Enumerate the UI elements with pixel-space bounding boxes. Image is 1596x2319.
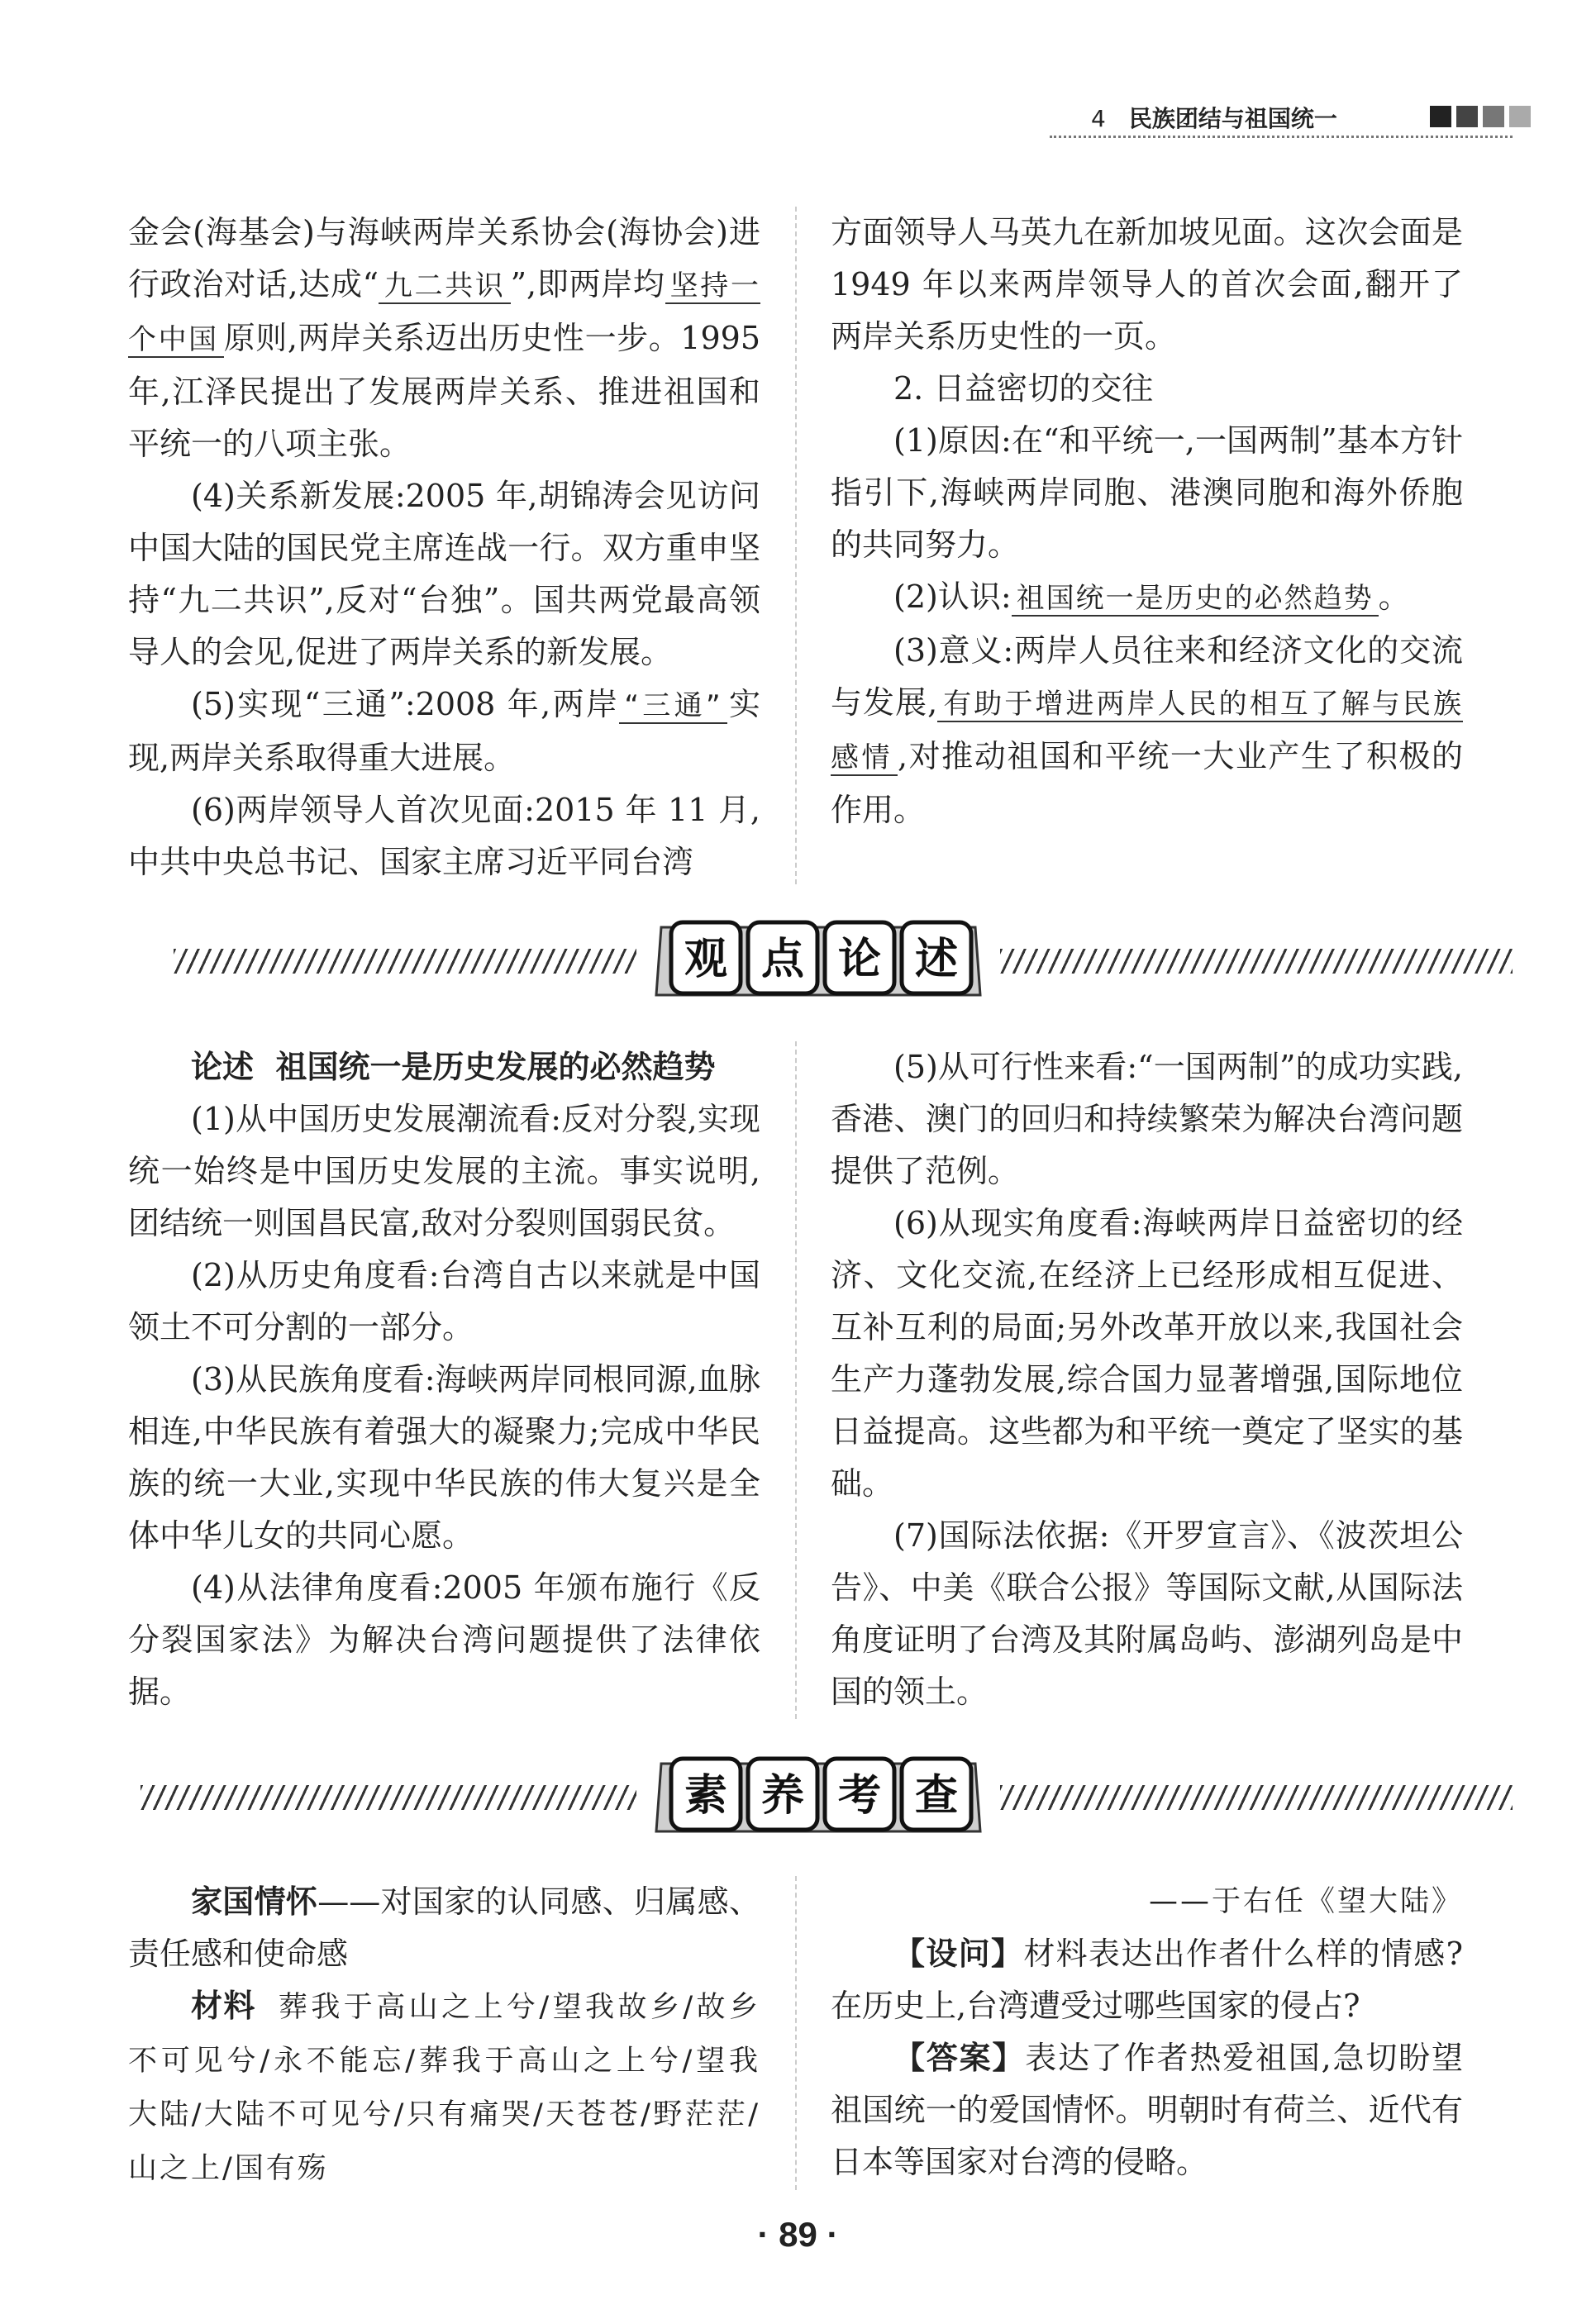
section-banner-viewpoint <box>124 916 1513 1007</box>
answer-blank: 九二共识 <box>379 269 511 304</box>
header-dotted-rule <box>1050 136 1513 138</box>
hatch-decoration <box>174 949 636 974</box>
paragraph: (1)从中国历史发展潮流看:反对分裂,实现统一始终是中国历史发展的主流。事实说明,团结统一则国昌民富,敌对分裂则国弱民贫。 <box>128 1101 760 1241</box>
answer-label: 【答案】 <box>893 2040 1026 2076</box>
chapter-title: 民族团结与祖国统一 <box>1128 105 1337 132</box>
hatch-decoration <box>1000 949 1513 974</box>
column-divider <box>795 207 797 884</box>
paragraph: (2)认识: 祖国统一是历史的必然趋势 。 <box>893 579 1410 615</box>
subheading: 2. 日益密切的交往 <box>893 370 1154 407</box>
answer: 【答案】表达了作者热爱祖国,急切盼望祖国统一的爱国情怀。明朝时有荷兰、近代有日本等国家对台湾的侵略。 <box>831 2040 1463 2180</box>
page-number: · 89 · <box>757 2215 839 2254</box>
poem-source: ——于右任《望大陆》 <box>1148 1885 1463 1918</box>
paragraph: (5)实现“三通”:2008 年,两岸 “三通” 实现,两岸关系取得重大进展。 <box>128 686 760 776</box>
paragraph: (3)意义:两岸人员往来和经济文化的交流与发展, 有助于增进两岸人民的相互了解与民族感情 ,对推动祖国和平统一大业产生了积极的作用。 <box>831 632 1463 828</box>
hatch-decoration <box>141 1785 636 1810</box>
column-divider <box>795 1876 797 2190</box>
chapter-number: 4 <box>1091 105 1106 132</box>
banner-char: 查 <box>914 1771 959 1821</box>
chapter-heading <box>1091 101 1337 134</box>
heading-label: 论述 <box>191 1049 255 1085</box>
section-title-badge <box>651 916 985 1007</box>
header-square-icon <box>1509 106 1531 127</box>
mid-right-column <box>831 1041 1463 1718</box>
hatch-decoration <box>1000 1785 1513 1810</box>
question-label: 【设问】 <box>893 1936 1024 1972</box>
top-right-column <box>831 207 1463 836</box>
paragraph: (4)从法律角度看:2005 年颁布施行《反分裂国家法》为解决台湾问题提供了法律依据。 <box>128 1569 760 1710</box>
heading-text: 祖国统一是历史发展的必然趋势 <box>275 1049 716 1085</box>
bottom-right-column <box>831 1876 1463 2188</box>
heading-text: ——对国家的认同感、归属感、责任感和使命感 <box>128 1883 760 1972</box>
paragraph: (2)从历史角度看:台湾自古以来就是中国领土不可分割的一部分。 <box>128 1257 760 1345</box>
banner-char: 观 <box>684 935 728 984</box>
answer-blank: “三通” <box>619 689 727 724</box>
paragraph: 金会(海基会)与海峡两岸关系协会(海协会)进行政治对话,达成“ 九二共识 ”,即两岸均 坚持一个中国 原则,两岸关系迈出历史性一步。1995 年,江泽民提出了发展两岸关系、推进祖国和平统一的八项主张。 <box>128 214 761 462</box>
banner-char: 点 <box>760 935 805 984</box>
heading-label: 家国情怀 <box>191 1883 318 1920</box>
page-header <box>909 98 1537 147</box>
paragraph: (3)从民族角度看:海峡两岸同根同源,血脉相连,中华民族有着强大的凝聚力;完成中华民族的统一大业,实现中华民族的伟大复兴是全体中华儿女的共同心愿。 <box>128 1361 760 1554</box>
header-square-icon <box>1430 106 1451 127</box>
paragraph: (6)从现实角度看:海峡两岸日益密切的经济、文化交流,在经济上已经形成相互促进、互补互利的局面;另外改革开放以来,我国社会生产力蓬勃发展,综合国力显著增强,国际地位日益提高。这些都为和平统一奠定了坚实的基础。 <box>831 1205 1463 1502</box>
question: 【设问】材料表达出作者什么样的情感?在历史上,台湾遭受过哪些国家的侵占? <box>831 1936 1463 2024</box>
banner-char: 论 <box>837 935 882 984</box>
paragraph: (1)原因:在“和平统一,一国两制”基本方针指引下,海峡两岸同胞、港澳同胞和海外侨胞的共同努力。 <box>831 422 1463 563</box>
paragraph: (7)国际法依据:《开罗宣言》、《波茨坦公告》、中美《联合公报》等国际文献,从国际法角度证明了台湾及其附属岛屿、澎湖列岛是中国的领土。 <box>831 1517 1463 1710</box>
answer-blank: 祖国统一是历史的必然趋势 <box>1012 582 1379 617</box>
poem-text: 葬我于高山之上兮/望我故乡/故乡不可见兮/永不能忘/葬我于高山之上兮/望我大陆/大陆不可见兮/只有痛哭/天苍苍/野茫茫/山之上/国有殇 <box>128 1991 760 2185</box>
top-left-column <box>128 207 760 888</box>
header-square-icon <box>1456 106 1478 127</box>
answer-blank: 坚持一个中国 <box>128 269 761 356</box>
material-paragraph <box>128 1980 760 2195</box>
section-heading <box>128 1041 760 1093</box>
section-heading <box>128 1876 760 1980</box>
answer-blank: 有助于增进两岸人民的相互了解与民族感情 <box>831 688 1463 774</box>
banner-char: 考 <box>837 1771 882 1821</box>
column-divider <box>795 1041 797 1719</box>
section-banner-literacy <box>124 1752 1513 1843</box>
header-square-icon <box>1483 106 1504 127</box>
mid-left-column <box>128 1041 760 1718</box>
banner-char: 素 <box>684 1771 728 1821</box>
banner-char: 述 <box>914 935 959 984</box>
banner-char: 养 <box>760 1771 805 1821</box>
bottom-left-column <box>128 1876 760 2195</box>
paragraph: (6)两岸领导人首次见面:2015 年 11 月,中共中央总书记、国家主席习近平同台湾 <box>128 792 760 880</box>
paragraph: (5)从可行性来看:“一国两制”的成功实践,香港、澳门的回归和持续繁荣为解决台湾问题提供了范例。 <box>831 1049 1463 1189</box>
paragraph: 方面领导人马英九在新加坡见面。这次会面是 1949 年以来两岸领导人的首次会面,翻开了两岸关系历史性的一页。 <box>831 214 1463 355</box>
material-label: 材料 <box>191 1988 256 2024</box>
paragraph: (4)关系新发展:2005 年,胡锦涛会见访问中国大陆的国民党主席连战一行。双方重申坚持“九二共识”,反对“台独”。国共两党最高领导人的会见,促进了两岸关系的新发展。 <box>128 478 760 670</box>
section-title-badge <box>651 1752 985 1843</box>
